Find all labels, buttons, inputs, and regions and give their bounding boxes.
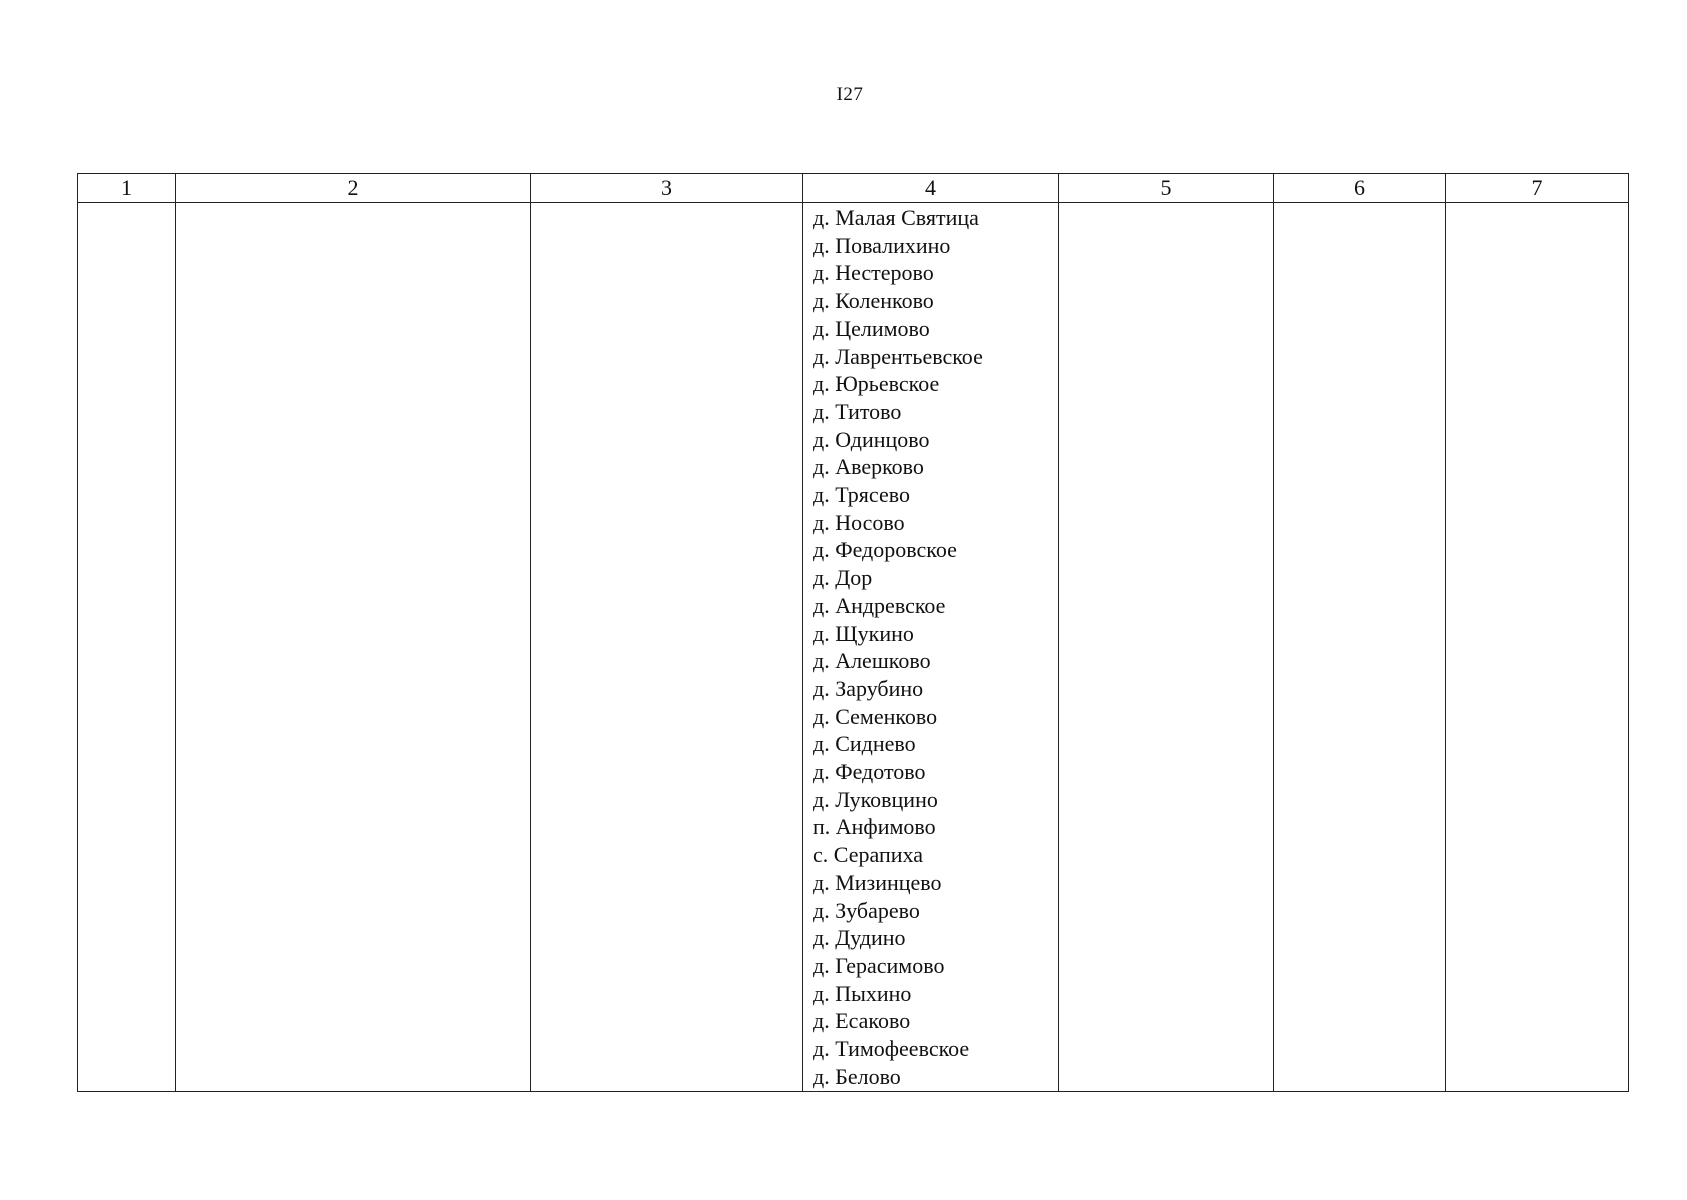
list-item: д. Федотово xyxy=(813,759,926,785)
list-item: д. Зубарево xyxy=(813,897,920,923)
cell-col-1 xyxy=(78,203,176,1092)
list-item: д. Федоровское xyxy=(813,537,957,563)
list-item: д. Юрьевское xyxy=(813,371,940,397)
list-item: д. Одинцово xyxy=(813,426,930,452)
list-item: д. Андревское xyxy=(813,592,946,618)
list-item: д. Дор xyxy=(813,565,873,591)
list-item: д. Дудино xyxy=(813,925,906,951)
column-header-3: 3 xyxy=(531,174,803,203)
list-item: д. Зарубино xyxy=(813,675,924,701)
list-item: д. Мизинцево xyxy=(813,869,942,895)
column-header-2: 2 xyxy=(176,174,531,203)
list-item: д. Белово xyxy=(813,1063,901,1089)
list-item: д. Герасимово xyxy=(813,952,945,978)
list-item: д. Семенково xyxy=(813,703,938,729)
column-header-5: 5 xyxy=(1059,174,1274,203)
list-item: д. Лаврентьевское xyxy=(813,343,983,369)
list-item: п. Анфимово xyxy=(813,814,936,840)
cell-col-7 xyxy=(1446,203,1629,1092)
list-item: д. Коленково xyxy=(813,288,934,314)
list-item: д. Алешково xyxy=(813,648,931,674)
list-item: д. Повалихино xyxy=(813,232,951,258)
list-item: д. Пыхино xyxy=(813,980,912,1006)
column-header-1: 1 xyxy=(78,174,176,203)
list-item: д. Щукино xyxy=(813,620,914,646)
column-header-6: 6 xyxy=(1274,174,1446,203)
list-item: д. Целимово xyxy=(813,315,930,341)
cell-col-4 xyxy=(803,203,1059,1092)
list-item: д. Малая Святица xyxy=(813,205,979,230)
column-header-4: 4 xyxy=(803,174,1059,203)
header-row xyxy=(78,174,1629,203)
table-row xyxy=(78,203,1629,1092)
list-item: д. Есаково xyxy=(813,1008,911,1034)
list-item: д. Нестерово xyxy=(813,260,934,286)
list-item: д. Тимофеевское xyxy=(813,1036,970,1062)
cell-col-5 xyxy=(1059,203,1274,1092)
list-item: с. Серапиха xyxy=(813,842,923,868)
cell-col-6 xyxy=(1274,203,1446,1092)
page-number: I27 xyxy=(836,84,864,105)
list-item: д. Сиднево xyxy=(813,731,916,757)
column-header-7: 7 xyxy=(1446,174,1629,203)
list-item: д. Носово xyxy=(813,509,905,535)
settlement-list xyxy=(803,203,1058,1091)
cell-col-2 xyxy=(176,203,531,1092)
list-item: д. Луковцино xyxy=(813,786,938,812)
list-item: д. Титово xyxy=(813,398,902,424)
data-table xyxy=(77,173,1629,1092)
cell-col-3 xyxy=(531,203,803,1092)
list-item: д. Аверково xyxy=(813,454,924,480)
list-item: д. Трясево xyxy=(813,482,910,508)
